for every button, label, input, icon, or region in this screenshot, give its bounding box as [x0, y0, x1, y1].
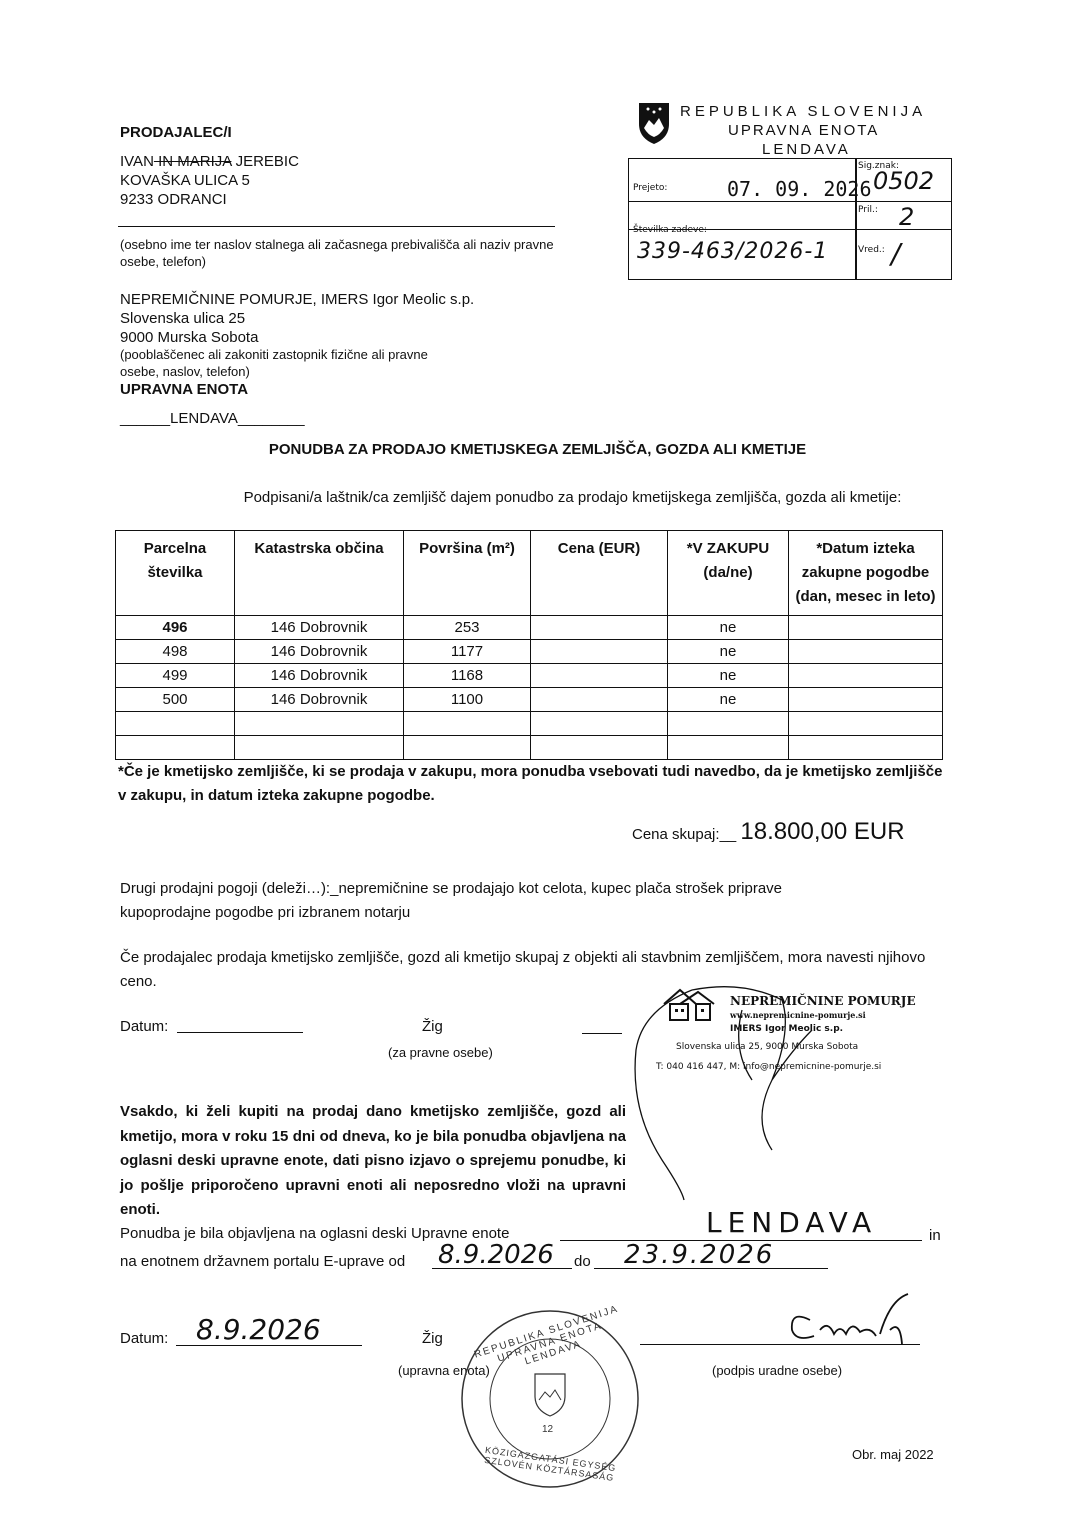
table-cell: 146 Dobrovnik — [235, 616, 404, 640]
table-cell — [789, 616, 943, 640]
official-signature — [780, 1290, 920, 1350]
value-value: / — [891, 237, 901, 270]
document-intro: Podpisani/a laštnik/ca zemljišč dajem ponudbo za prodajo kmetijskega zemljišča, gozda ali kmetije: — [243, 489, 902, 506]
table-cell — [531, 640, 668, 664]
seller-postal: 9233 ODRANCI — [120, 191, 227, 208]
total-label: Cena skupaj: — [632, 826, 720, 843]
company-stamp-name: NEPREMIČNINE POMURJE — [730, 994, 916, 1008]
registry-city: LENDAVA — [762, 141, 851, 158]
parcel-table — [115, 530, 943, 760]
total-value: 18.800,00 EUR — [740, 818, 905, 845]
table-cell: 1177 — [404, 640, 531, 664]
attachments-value: 2 — [899, 203, 915, 231]
table-cell — [116, 736, 235, 760]
slovenia-coat-of-arms-icon — [636, 100, 672, 146]
table-cell — [789, 664, 943, 688]
table-cell — [116, 712, 235, 736]
other-conditions: Drugi prodajni pogoji (deleži…):_nepremičnine se prodajajo kot celota, kupec plača strošek priprave kupoprodajne pogodbe pri izbranem notarju — [120, 880, 783, 921]
table-cell: ne — [668, 688, 789, 712]
company-stamp-contact: T: 040 416 447, M: info@nepremicnine-pomurje.si — [656, 1062, 882, 1072]
received-label: Prejeto: — [633, 183, 668, 193]
buyer-notice: Vsakdo, ki želi kupiti na prodaj dano kmetijsko zemljišče, gozd ali kmetijo, mora v roku 15 dni od dneva, ko je bila ponudba objavljena na oglasni deski upravne enote, dati pisno izjavo o sprejemu ponudbe, ki jo pošlje priporočeno upravni enoti ali neposredno vloži na upravni enoti. — [120, 1103, 626, 1218]
case-number-value: 339-463/2026-1 — [637, 239, 829, 264]
publication-to-label: do — [574, 1253, 591, 1270]
seller-date-line[interactable] — [177, 1032, 303, 1033]
table-cell — [668, 736, 789, 760]
table-cell: ne — [668, 640, 789, 664]
table-cell — [531, 616, 668, 640]
col-header-parcel: Parcelna številka — [116, 531, 235, 616]
table-cell — [789, 736, 943, 760]
table-cell — [531, 664, 668, 688]
value-label: Vred.: — [858, 245, 885, 255]
table-cell — [404, 712, 531, 736]
registry-unit: UPRAVNA ENOTA — [728, 122, 880, 139]
document-title: PONUDBA ZA PRODAJO KMETIJSKEGA ZEMLJIŠČA, GOZDA ALI KMETIJE — [268, 441, 807, 458]
signature-label: Sig.znak: — [858, 161, 899, 171]
company-stamp-address: Slovenska ulica 25, 9000 Murska Sobota — [676, 1042, 859, 1052]
publication-line2: na enotnem državnem portalu E-uprave od — [120, 1253, 406, 1270]
official-date-value: 8.9.2026 — [196, 1313, 321, 1346]
registry-row-divider — [629, 201, 951, 202]
agent-note: (pooblaščenec ali zakoniti zastopnik fizične ali pravne osebe, naslov, telefon) — [120, 347, 428, 379]
lease-note: *Če je kmetijsko zemljišče, ki se prodaja v zakupu, mora ponudba vsebovati tudi navedbo, da je kmetijsko zemljišče v zakupu, in datum izteka zakupne pogodbe. — [118, 763, 943, 804]
table-cell — [531, 736, 668, 760]
official-stamp-label: Žig — [422, 1330, 443, 1347]
table-row — [116, 736, 943, 760]
admin-unit-heading: UPRAVNA ENOTA — [120, 381, 249, 398]
official-seal-inner: KÖZIGAZGATÁSI EGYSÉG SZLOVÉN KÖZTÁRSASÁG — [483, 1444, 617, 1484]
case-number-label: Številka zadeve: — [633, 225, 707, 235]
table-cell: 1100 — [404, 688, 531, 712]
publication-from: 8.9.2026 — [438, 1240, 554, 1270]
seller-note: (osebno ime ter naslov stalnega ali začasnega prebivališča ali naziv pravne osebe, telefon) — [120, 237, 554, 269]
table-cell — [531, 712, 668, 736]
agent-name: NEPREMIČNINE POMURJE, IMERS Igor Meolic s.p. — [120, 291, 475, 308]
table-row — [116, 664, 943, 688]
total-price — [632, 818, 905, 846]
seller-stamp-label: Žig — [422, 1018, 443, 1035]
signature-value: 0502 — [873, 167, 935, 195]
total-blank: __ — [719, 826, 737, 843]
publication-unit: LENDAVA — [706, 1206, 878, 1239]
seller-stamp-note: (za pravne osebe) — [388, 1045, 493, 1060]
company-stamp-owner: IMERS Igor Meolic s.p. — [730, 1024, 844, 1034]
table-cell: ne — [668, 616, 789, 640]
table-cell: 146 Dobrovnik — [235, 640, 404, 664]
col-header-area: Površina (m²) — [404, 531, 531, 616]
seller-last-name: JEREBIC — [231, 153, 299, 170]
table-cell — [404, 736, 531, 760]
publication-in: in — [929, 1227, 941, 1244]
table-cell: 499 — [116, 664, 235, 688]
table-cell: 146 Dobrovnik — [235, 664, 404, 688]
table-cell: 253 — [404, 616, 531, 640]
seller-street: KOVAŠKA ULICA 5 — [120, 172, 250, 189]
table-row — [116, 616, 943, 640]
table-cell — [668, 712, 789, 736]
received-date: 07. 09. 2026 — [727, 177, 872, 201]
table-cell: 496 — [116, 616, 235, 640]
seller-signature-scribble — [622, 970, 852, 1210]
official-signature-note: (podpis uradne osebe) — [712, 1363, 843, 1378]
table-cell — [235, 736, 404, 760]
table-header-row — [116, 531, 943, 616]
form-version: Obr. maj 2022 — [852, 1447, 934, 1462]
official-round-seal — [455, 1304, 645, 1494]
seller-struck-name: IN MARIJA — [153, 153, 232, 170]
table-cell — [789, 712, 943, 736]
official-seal-text: REPUBLIKA SLOVENIJA UPRAVNA ENOTA LENDAVA — [472, 1303, 621, 1368]
objects-note: Če prodajalec prodaja kmetijsko zemljišče, gozd ali kmetijo skupaj z objekti ali stavbnim zemljiščem, mora navesti njihovo ceno. — [120, 949, 926, 990]
table-cell: 146 Dobrovnik — [235, 688, 404, 712]
table-cell — [235, 712, 404, 736]
col-header-cadastre: Katastrska občina — [235, 531, 404, 616]
agent-street: Slovenska ulica 25 — [120, 310, 246, 327]
col-header-lease: *V ZAKUPU (da/ne) — [668, 531, 789, 616]
col-header-lease-end: *Datum izteka zakupne pogodbe (dan, mesec in leto) — [789, 531, 943, 616]
agent-postal: 9000 Murska Sobota — [120, 329, 259, 346]
table-cell — [531, 688, 668, 712]
seller-date-label: Datum: — [120, 1018, 169, 1035]
seller-heading: PRODAJALEC/I — [120, 124, 232, 141]
table-row — [116, 640, 943, 664]
table-cell: ne — [668, 664, 789, 688]
registry-stamp-box — [628, 158, 952, 280]
admin-unit-value: ______LENDAVA________ — [120, 410, 305, 427]
table-row — [116, 688, 943, 712]
official-date-label: Datum: — [120, 1330, 169, 1347]
table-cell: 1168 — [404, 664, 531, 688]
registry-republic: REPUBLIKA SLOVENIJA — [680, 103, 927, 120]
official-stamp-note: (upravna enota) — [398, 1363, 490, 1378]
table-cell: 498 — [116, 640, 235, 664]
official-seal-number: 12 — [542, 1424, 554, 1435]
seller-signature-line[interactable] — [582, 1033, 622, 1034]
seller-first-name: IVAN — [120, 153, 154, 170]
table-cell — [789, 688, 943, 712]
seller-name — [120, 152, 299, 172]
table-row — [116, 712, 943, 736]
seller-underline — [118, 226, 555, 227]
attachments-label: Pril.: — [858, 205, 878, 215]
company-stamp-web: www.nepremicnine-pomurje.si — [730, 1010, 866, 1020]
publication-line1: Ponudba je bila objavljena na oglasni deski Upravne enote — [120, 1225, 510, 1242]
publication-to: 23.9.2026 — [624, 1240, 775, 1270]
table-cell: 500 — [116, 688, 235, 712]
col-header-price: Cena (EUR) — [531, 531, 668, 616]
table-cell — [789, 640, 943, 664]
